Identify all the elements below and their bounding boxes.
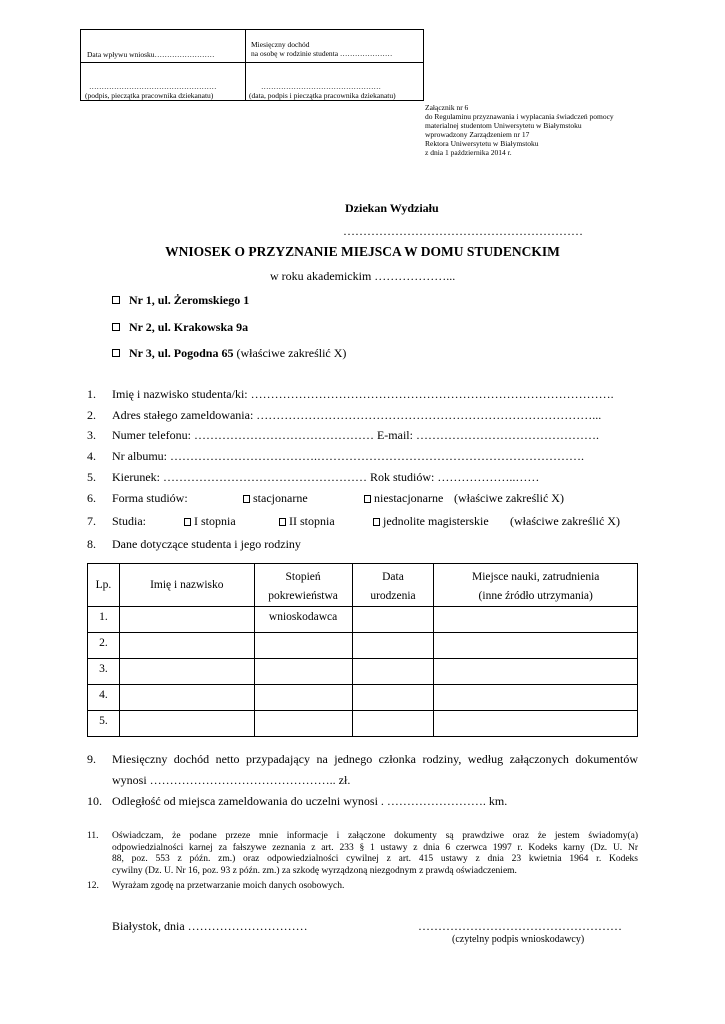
row-lp: 4. xyxy=(88,685,120,711)
dormitory-1-checkbox[interactable] xyxy=(112,296,120,304)
column-header-lp: Lp. xyxy=(88,564,120,607)
box-divider-vertical xyxy=(245,30,246,100)
annex-line-5: Rektora Uniwersytetu w Białymstoku xyxy=(425,139,539,148)
relation-header-line-2: pokrewieństwa xyxy=(268,590,338,602)
row-birthdate-cell[interactable] xyxy=(352,633,434,659)
family-data-heading: Dane dotyczące studenta i jego rodziny xyxy=(112,537,301,551)
fulltime-label: stacjonarne xyxy=(250,491,308,505)
workplace-header-line-2: (inne źródło utrzymania) xyxy=(478,590,593,602)
row-birthdate-cell[interactable] xyxy=(352,685,434,711)
dormitory-option-2[interactable] xyxy=(112,320,248,334)
income-statement: Miesięczny dochód netto przypadający na jednego członka rodziny, według załączonych dokumentów xyxy=(112,752,638,766)
row-birthdate-cell[interactable] xyxy=(352,711,434,737)
staff-signature-label-left: (podpis, pieczątka pracownika dziekanatu) xyxy=(85,91,214,100)
column-header-birthdate xyxy=(352,564,434,607)
level-2-label: II stopnia xyxy=(286,514,335,528)
table-row xyxy=(88,633,638,659)
staff-signature-dots-right[interactable]: ………………………………………… xyxy=(261,82,381,91)
consent-text: Wyrażam zgodę na przetwarzanie moich danych osobowych. xyxy=(112,881,345,891)
row-relation-cell[interactable] xyxy=(254,659,352,685)
field-7-number: 7. xyxy=(87,514,96,528)
row-workplace-cell[interactable] xyxy=(434,607,638,633)
annex-line-6: z dnia 1 października 2014 r. xyxy=(425,148,512,157)
dormitory-3-checkbox[interactable] xyxy=(112,349,120,357)
applicant-signature-field[interactable]: …………………………………………… xyxy=(418,919,622,933)
field-4-number: 4. xyxy=(87,449,96,463)
student-name-field[interactable]: Imię i nazwisko studenta/ki: ………………………………………………………………………………. xyxy=(112,387,614,401)
study-form-option-parttime[interactable] xyxy=(364,491,443,505)
annex-line-2: do Regulaminu przyznawania i wypłacania świadczeń pomocy xyxy=(425,112,614,121)
distance-field[interactable]: Odległość od miejsca zameldowania do uczelni wynosi . ……………………. km. xyxy=(112,794,508,808)
declaration-text xyxy=(112,831,638,877)
field-1-number: 1. xyxy=(87,387,96,401)
row-name-cell[interactable] xyxy=(119,607,254,633)
declaration-line-1: Oświadczam, że podane przeze mnie informacje i załączone dokumenty są prawdziwe oraz że jestem świadomy(a) xyxy=(112,831,638,841)
permanent-address-field[interactable]: Adres stałego zameldowania: …………………………………………………………………………... xyxy=(112,408,602,422)
row-birthdate-cell[interactable] xyxy=(352,659,434,685)
field-9-number: 9. xyxy=(87,752,96,766)
field-12-number: 12. xyxy=(87,881,99,891)
table-row xyxy=(88,685,638,711)
form-title: WNIOSEK O PRZYZNANIE MIEJSCA W DOMU STUDENCKIM xyxy=(165,244,560,259)
field-10-number: 10. xyxy=(87,794,102,808)
declaration-line-2: odpowiedzialności karnej za fałszywe zeznania z art. 233 § 1 ustawy z dnia 6 czerwca 1997 r. Kodeks karny (Dz. U. Nr xyxy=(112,842,638,853)
phone-email-field[interactable]: Numer telefonu: ……………………………………… E-mail: ………………………………………. xyxy=(112,428,599,442)
column-header-relation xyxy=(254,564,352,607)
dormitory-option-1[interactable] xyxy=(112,293,249,307)
row-workplace-cell[interactable] xyxy=(434,711,638,737)
study-level-label: Studia: xyxy=(112,514,147,528)
table-row xyxy=(88,711,638,737)
annex-line-3: materialnej studentom Uniwersytetu w Białymstoku xyxy=(425,121,582,130)
row-lp: 2. xyxy=(88,633,120,659)
table-row xyxy=(88,659,638,685)
dormitory-1-label: Nr 1, ul. Żeromskiego 1 xyxy=(129,293,250,307)
row-name-cell[interactable] xyxy=(119,633,254,659)
field-2-number: 2. xyxy=(87,408,96,422)
field-3-number: 3. xyxy=(87,428,96,442)
row-workplace-cell[interactable] xyxy=(434,659,638,685)
declaration-line-4: cywilny (Dz. U. Nr 16, poz. 93 z późn. zm.) za szkodę wyrządzoną niezgodnym z prawdą oświadczeniem. xyxy=(112,865,517,876)
study-form-option-fulltime[interactable] xyxy=(243,491,308,505)
birthdate-header-line-1: Data xyxy=(382,571,404,583)
addressee-faculty-field[interactable]: …………………………………………………… xyxy=(343,224,583,238)
field-8-number: 8. xyxy=(87,537,96,551)
date-received-field[interactable]: Data wpływu wniosku…………………… xyxy=(87,50,215,59)
parttime-checkbox[interactable] xyxy=(364,495,371,503)
row-name-cell[interactable] xyxy=(119,711,254,737)
dormitory-option-3[interactable] xyxy=(112,346,346,360)
row-lp: 5. xyxy=(88,711,120,737)
fulltime-checkbox[interactable] xyxy=(243,495,250,503)
row-workplace-cell[interactable] xyxy=(434,685,638,711)
annex-note xyxy=(425,103,614,157)
album-number-field[interactable]: Nr albumu: ……………………………….…………………………………………………………. xyxy=(112,449,584,463)
annex-line-1: Załącznik nr 6 xyxy=(425,103,469,112)
study-level-option-2[interactable] xyxy=(279,514,335,528)
addressee-title: Dziekan Wydziału xyxy=(345,201,439,215)
table-header-row xyxy=(88,564,638,607)
income-amount-field[interactable]: wynosi ……………………………………….. zł. xyxy=(112,773,351,787)
row-birthdate-cell[interactable] xyxy=(352,607,434,633)
dormitory-2-checkbox[interactable] xyxy=(112,323,120,331)
level-3-checkbox[interactable] xyxy=(373,518,380,526)
row-workplace-cell[interactable] xyxy=(434,633,638,659)
level-2-checkbox[interactable] xyxy=(279,518,286,526)
level-1-checkbox[interactable] xyxy=(184,518,191,526)
study-form-label: Forma studiów: xyxy=(112,491,188,505)
place-date-field[interactable]: Białystok, dnia ………………………… xyxy=(112,919,308,933)
row-relation-cell[interactable]: wnioskodawca xyxy=(254,607,352,633)
row-relation-cell[interactable] xyxy=(254,711,352,737)
applicant-signature-label: (czytelny podpis wnioskodawcy) xyxy=(452,934,585,945)
table-row xyxy=(88,607,638,633)
family-table xyxy=(87,563,638,737)
row-name-cell[interactable] xyxy=(119,685,254,711)
monthly-income-label: Miesięczny dochód xyxy=(251,40,310,49)
box-divider-horizontal xyxy=(81,62,423,63)
row-relation-cell[interactable] xyxy=(254,633,352,659)
dormitory-2-label: Nr 2, ul. Krakowska 9a xyxy=(129,320,249,334)
level-1-label: I stopnia xyxy=(191,514,236,528)
annex-line-4: wprowadzony Zarządzeniem nr 17 xyxy=(425,130,530,139)
field-11-number: 11. xyxy=(87,831,99,841)
column-header-workplace xyxy=(434,564,638,607)
study-form-note: (właściwe zakreślić X) xyxy=(454,491,564,505)
parttime-label: niestacjonarne xyxy=(371,491,444,505)
level-3-label: jednolite magisterskie xyxy=(380,514,489,528)
study-level-option-1[interactable] xyxy=(184,514,236,528)
monthly-income-field[interactable]: na osobę w rodzinie studenta ………………… xyxy=(251,49,393,58)
birthdate-header-line-2: urodzenia xyxy=(370,590,416,602)
study-level-note: (właściwe zakreślić X) xyxy=(510,514,620,528)
office-use-box xyxy=(80,29,424,101)
column-header-name: Imię i nazwisko xyxy=(119,564,254,607)
row-relation-cell[interactable] xyxy=(254,685,352,711)
workplace-header-line-1: Miejsce nauki, zatrudnienia xyxy=(472,571,600,583)
academic-year-field[interactable]: w roku akademickim ………………... xyxy=(270,269,456,283)
row-lp: 1. xyxy=(88,607,120,633)
staff-signature-dots-left[interactable]: …………………………………………… xyxy=(89,82,217,91)
dormitory-note: (właściwe zakreślić X) xyxy=(233,346,347,360)
row-name-cell[interactable] xyxy=(119,659,254,685)
major-year-field[interactable]: Kierunek: …………………………………………… Rok studiów: ………………..…… xyxy=(112,470,540,484)
relation-header-line-1: Stopień xyxy=(285,571,321,583)
declaration-line-3: 88, poz. 553 z późn. zm.) oraz odpowiedzialności cywilnej z art. 415 ustawy z dnia 23 kwietnia 1964 r. Kodeks xyxy=(112,854,638,864)
dormitory-3-label: Nr 3, ul. Pogodna 65 xyxy=(129,346,234,360)
study-level-option-3[interactable] xyxy=(373,514,489,528)
field-6-number: 6. xyxy=(87,491,96,505)
field-5-number: 5. xyxy=(87,470,96,484)
staff-signature-label-right: (data, podpis i pieczątka pracownika dziekanatu) xyxy=(249,91,396,100)
row-lp: 3. xyxy=(88,659,120,685)
